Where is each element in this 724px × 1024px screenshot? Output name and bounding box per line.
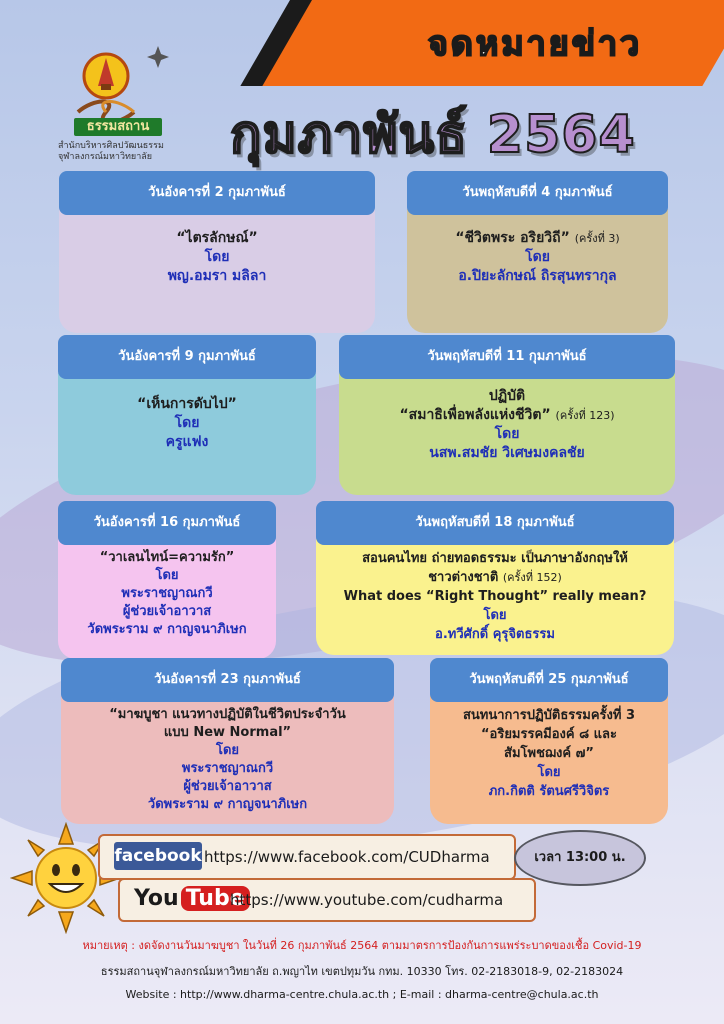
event-card [430, 658, 668, 824]
event-speaker: วัดพระราม ๙ กาญจนาภิเษก [87, 622, 247, 637]
footer-note: หมายเหตุ : งดจัดงานวันมาฆบูชา ในวันที่ 26 กุมภาพันธ์ 2564 ตามมาตรการป้องกันการแพร่ระบาดของเชื้อ Covid-19 [82, 939, 642, 952]
event-title: “วาเลนไทน์=ความรัก” [99, 550, 235, 565]
event-card [339, 335, 675, 495]
event-by: โดย [174, 415, 200, 431]
event-date: วันพฤหัสบดีที่ 4 กุมภาพันธ์ [407, 171, 668, 215]
event-note: (ครั้งที่ 3) [574, 232, 620, 245]
event-title: สัมโพชฌงค์ ๗” [504, 746, 594, 761]
event-body [58, 373, 316, 495]
event-body [339, 373, 675, 495]
event-title: “ชีวิตพระ อริยวิถี” [455, 230, 570, 246]
event-date: วันพฤหัสบดีที่ 25 กุมภาพันธ์ [430, 658, 668, 702]
footer-contact: Website : http://www.dharma-centre.chula.ac.th ; E-mail : dharma-centre@chula.ac.th [125, 988, 599, 1001]
event-title: “ไตรลักษณ์” [176, 230, 258, 246]
event-title: สนทนาการปฏิบัติธรรมครั้งที่ 3 [462, 708, 636, 723]
event-date: วันอังคารที่ 2 กุมภาพันธ์ [59, 171, 375, 215]
facebook-url[interactable]: https://www.facebook.com/CUDharma [204, 848, 490, 866]
event-by: โดย [204, 249, 230, 265]
event-card [58, 335, 316, 495]
event-by: โดย [155, 568, 179, 583]
event-title: “สมาธิเพื่อพลังแห่งชีวิต” [399, 407, 551, 423]
youtube-link-box[interactable] [118, 878, 536, 922]
event-speaker: วัดพระราม ๙ กาญจนาภิเษก [147, 797, 308, 812]
event-title: “เห็นการดับไป” [137, 396, 237, 412]
event-speaker: ภก.กิตติ รัตนศรีวิจิตร [488, 784, 610, 799]
event-card [407, 171, 668, 333]
event-by: โดย [494, 426, 520, 442]
time-badge: เวลา 13:00 น. [514, 830, 646, 886]
event-title: ปฏิบัติ [488, 388, 526, 404]
event-body [61, 696, 394, 824]
event-title: “มาฆบูชา แนวทางปฏิบัติในชีวิตประจำวัน [109, 707, 346, 722]
event-body [316, 539, 674, 655]
logo-title: ธรรมสถาน [74, 118, 162, 136]
event-card [58, 501, 276, 659]
event-date: วันพฤหัสบดีที่ 18 กุมภาพันธ์ [316, 501, 674, 545]
event-body [58, 539, 276, 659]
event-speaker: ครูแฟง [165, 434, 209, 450]
event-by: โดย [483, 608, 507, 623]
event-title: แบบ New Normal” [163, 725, 292, 740]
logo-subtitle: จุฬาลงกรณ์มหาวิทยาลัย [58, 152, 153, 162]
event-speaker: นสพ.สมชัย วิเศษมงคลชัย [429, 445, 585, 461]
youtube-logo-you: You [134, 886, 179, 911]
youtube-logo-tube: Tube [181, 886, 250, 911]
event-by: โดย [525, 249, 550, 265]
event-by: โดย [215, 743, 240, 758]
event-speaker: ผู้ช่วยเจ้าอาวาส [122, 604, 212, 619]
event-speaker: พระราชญาณกวี [121, 586, 213, 601]
logo-subtitle: สำนักบริหารศิลปวัฒนธรรม [58, 141, 164, 151]
event-date: วันอังคารที่ 16 กุมภาพันธ์ [58, 501, 276, 545]
event-body [59, 209, 375, 333]
facebook-logo: facebook [114, 842, 202, 870]
event-card [59, 171, 375, 333]
event-body [430, 696, 668, 824]
event-card [316, 501, 674, 655]
event-title: สอนคนไทย ถ่ายทอดธรรมะ เป็นภาษาอังกฤษให้ [362, 551, 628, 566]
event-title: “อริยมรรคมีองค์ ๘ และ [480, 727, 617, 742]
event-speaker: อ.ปิยะลักษณ์ ถิรสุนทรากุล [458, 268, 617, 284]
event-speaker: ผู้ช่วยเจ้าอาวาส [183, 779, 272, 794]
event-note: (ครั้งที่ 123) [555, 409, 615, 422]
facebook-link-box[interactable] [98, 834, 516, 880]
banner-title: จดหมายข่าว [427, 24, 643, 64]
month-title: กุมภาพันธ์ 2564 [230, 105, 636, 165]
event-speaker: พระราชญาณกวี [181, 761, 274, 776]
event-speaker: อ.ทวีศักดิ์ คุรุจิตธรรม [435, 627, 555, 642]
event-by: โดย [537, 765, 561, 780]
event-title-en: What does “Right Thought” really mean? [343, 589, 647, 604]
event-card [61, 658, 394, 824]
event-body [407, 209, 668, 333]
event-note: (ครั้งที่ 152) [502, 571, 562, 584]
youtube-url[interactable]: https://www.youtube.com/cudharma [230, 891, 504, 909]
footer-address: ธรรมสถานจุฬาลงกรณ์มหาวิทยาลัย ถ.พญาไท เขตปทุมวัน กทม. 10330 โทร. 02-2183018-9, 02-2183024 [100, 965, 624, 978]
event-date: วันอังคารที่ 23 กุมภาพันธ์ [61, 658, 394, 702]
event-date: วันอังคารที่ 9 กุมภาพันธ์ [58, 335, 316, 379]
event-date: วันพฤหัสบดีที่ 11 กุมภาพันธ์ [339, 335, 675, 379]
event-title: ชาวต่างชาติ [428, 570, 499, 585]
event-speaker: พญ.อมรา มลิลา [167, 268, 267, 284]
